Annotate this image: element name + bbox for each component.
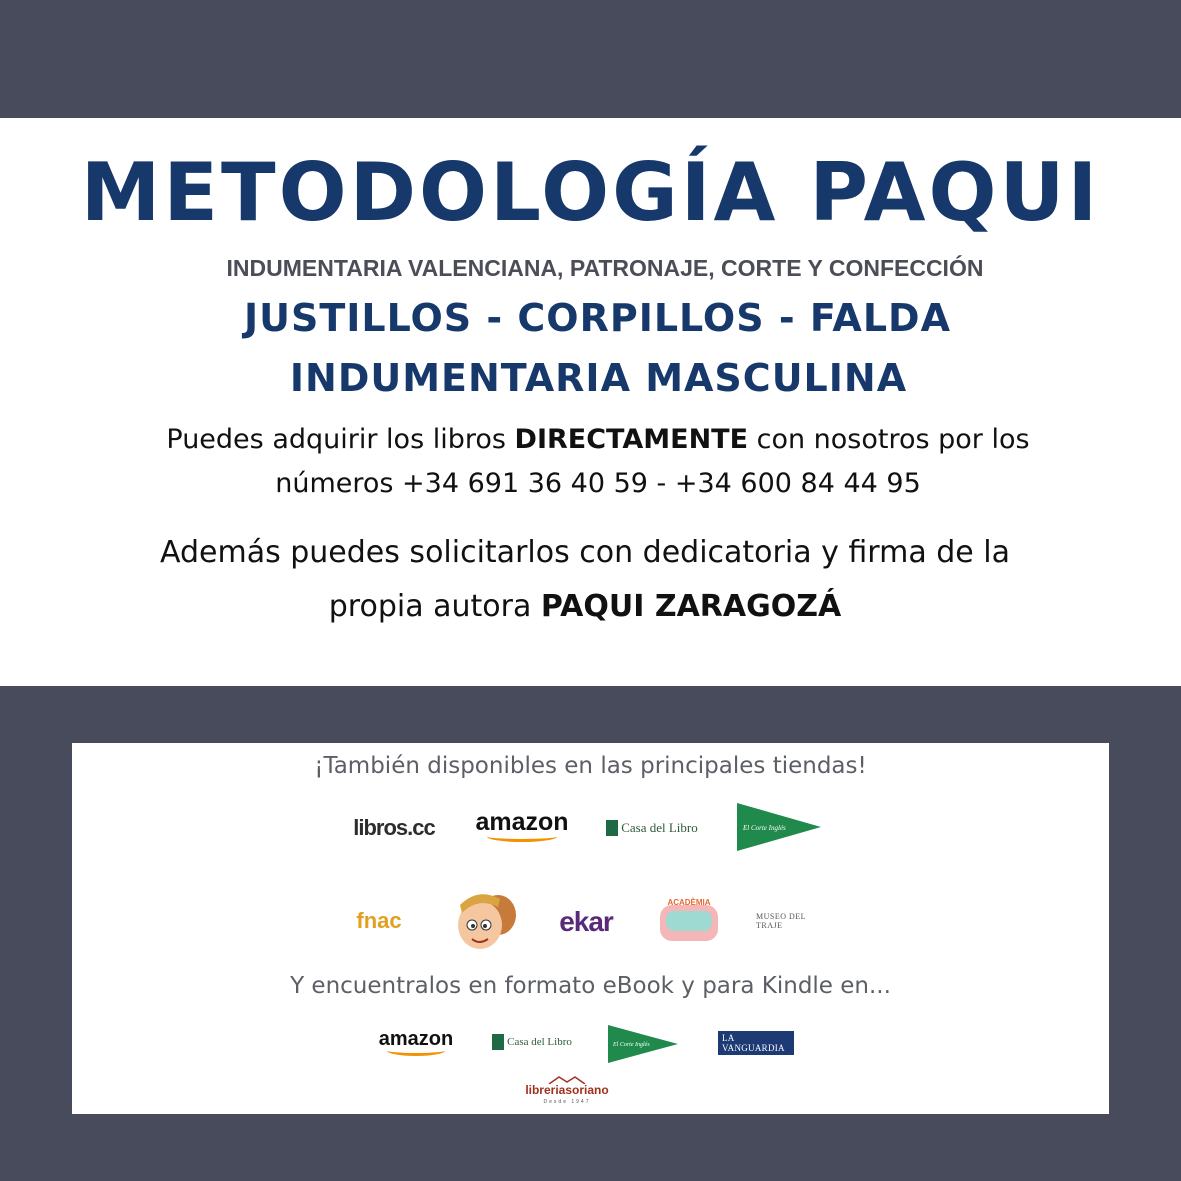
casa-del-libro-icon [606,820,618,836]
casa-del-libro-ebook-text: Casa del Libro [507,1036,572,1048]
ekar-text: ekar [559,906,613,937]
dedication-line2-prefix: propia autora [328,589,541,624]
libreria-soriano-text: libreriasoriano [525,1083,609,1097]
contact-line1-bold: DIRECTAMENTE [514,424,749,455]
el-corte-ingles-ebook-icon [608,1025,678,1063]
academia-icon [658,897,720,943]
cartoon-character-icon [448,885,522,955]
contact-line1-prefix: Puedes adquirir los libros [166,424,515,455]
amazon-kindle-text: amazon [378,1028,454,1050]
museo-traje-text: MUSEO DEL TRAJE [756,912,806,930]
libros-cc-logo[interactable] [344,811,444,845]
page-title: METODOLOGÍA PAQUI [80,146,1101,239]
amazon-kindle-logo[interactable] [374,1027,458,1057]
el-corte-ingles-text: El Corte Inglés [743,824,786,832]
la-vanguardia-text: LA VANGUARDIA [718,1031,794,1055]
stores-panel [72,743,1109,1114]
libros-cc-text: libros.cc [353,815,435,840]
contact-line1-suffix: con nosotros por los [748,424,1030,455]
products-line: JUSTILLOS - CORPILLOS - FALDA [244,296,951,340]
casa-del-libro-ebook-logo[interactable] [492,1031,572,1053]
el-corte-ingles-ebook-text: El Corte Inglés [613,1042,650,1048]
amazon-text: amazon [475,808,569,836]
el-corte-ingles-icon [737,803,821,851]
academia-logo[interactable] [658,897,720,943]
subtitle: INDUMENTARIA VALENCIANA, PATRONAJE, CORTE Y CONFECCIÓN [226,255,984,281]
la-vanguardia-logo[interactable] [718,1035,794,1051]
amazon-smile-icon [487,831,557,842]
libreria-soriano-logo[interactable] [520,1075,614,1109]
casa-del-libro-ebook-icon [492,1034,504,1050]
stores-heading: ¡También disponibles en las principales tiendas! [314,753,867,779]
ekar-logo[interactable] [556,903,616,941]
libreria-soriano-subtext: Desde 1947 [543,1099,591,1105]
author-name: PAQUI ZARAGOZÁ [540,589,842,624]
ebook-heading: Y encuentralos en formato eBook y para Kindle en... [290,973,891,999]
el-corte-ingles-ebook-logo[interactable] [608,1025,678,1063]
contact-text [60,418,1136,506]
dedication-text [60,526,1110,634]
fnac-logo[interactable] [344,905,414,937]
cartoon-mascot-logo[interactable] [448,885,522,955]
casa-del-libro-text: Casa del Libro [621,820,698,835]
museo-traje-logo[interactable] [756,911,828,931]
el-corte-ingles-logo[interactable] [737,803,821,851]
contact-line2: números +34 691 36 40 59 - +34 600 84 44 95 [275,468,921,499]
dedication-line1: Además puedes solicitarlos con dedicatoria y firma de la [159,535,1011,570]
academia-text: ACADÈMIA [667,898,711,907]
fnac-text: fnac [356,908,402,933]
amazon-logo[interactable] [472,805,572,845]
mens-line: INDUMENTARIA MASCULINA [289,356,908,400]
header-panel [0,118,1181,686]
casa-del-libro-logo[interactable] [604,815,700,841]
amazon-kindle-smile-icon [387,1045,446,1056]
top-band [0,0,1181,118]
